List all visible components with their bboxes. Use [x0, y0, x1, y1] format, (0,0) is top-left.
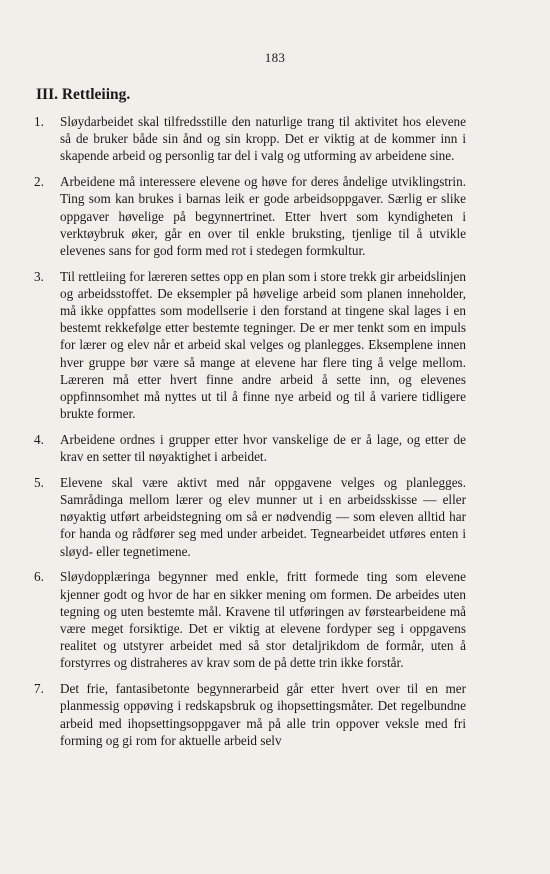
list-item [34, 173, 466, 259]
list-item [34, 113, 466, 165]
page-number: 183 [264, 50, 286, 65]
guidance-list [34, 113, 466, 757]
list-item [34, 474, 466, 560]
item-text: Arbeidene må interessere elevene og høve for deres åndelige utviklingstrin. Ting som kan brukes i barnas leik er gode arbeidsoppgaver. Særlig er slike oppgaver høvelige på begynnertrinet. Etter hvert som kyndigheten i verktøybruk øker, går en over til enkle bruksting, tjenlige til å utvikle elevenes sans for god form med rot i stedegen formkultur. [60, 174, 466, 258]
item-number: 1. [34, 114, 44, 129]
item-number: 6. [34, 569, 44, 585]
list-item [34, 568, 466, 671]
list-item [34, 431, 466, 465]
item-number: 7. [34, 681, 44, 697]
list-item [34, 680, 466, 749]
item-number: 5. [34, 474, 44, 490]
item-text: Til rettleiing for læreren settes opp en plan som i store trekk gir arbeidslinjen og arbeidsstoffet. De eksempler på høvelige arbeid som planen inneholder, må ikke oppfattes som modellserie i den forstand at tingene skal lages i en bestemt rekkefølge etter bestemte tegninger. De er mer tenkt som en impuls for lærer og elev når et arbeid skal velges og planlegges. Eksemplene innen hver gruppe bør være så mange at elevene har flere ting å velge mellom. Læreren må etter hvert finne andre arbeid å sette inn, og elevenes oppfinnsomhet må nyttes ut til å finne nye arbeid og til å variere tidligere brukte former. [60, 268, 466, 422]
list-item [34, 268, 466, 423]
item-number: 3. [34, 268, 44, 284]
item-text: Sløydarbeidet skal tilfredsstille den naturlige trang til aktivitet hos elevene så de bruker både sin ånd og sin kropp. Det er viktig at de kommer inn i skapende arbeid og personlig tar del i valg og utforming av arbeidene sine. [60, 114, 466, 164]
item-text: Elevene skal være aktivt med når oppgavene velges og planlegges. Samrådinga mellom lærer og elev munner ut i en arbeidsskisse — eller nøyaktig utført arbeidstegning om så er nødvendig — som eleven alltid har for handa og rådfører seg med under arbeidet. Tegnearbeidet utføres enten i sløyd- eller tegnetimene. [60, 474, 466, 559]
item-text: Det frie, fantasibetonte begynnerarbeid går etter hvert over til en mer planmessig oppøving i redskapsbruk og ihopsettingsmåter. Det regelbundne arbeid med ihopsettingsoppgaver må på alle trin oppover veksle med fri forming og gi rom for aktuelle arbeid selv [60, 681, 466, 748]
item-number: 4. [34, 431, 44, 447]
item-text: Sløydopplæringa begynner med enkle, fritt formede ting som elevene kjenner godt og hvor de har en sikker mening om formen. De arbeides uten tegning og uten bestemte mål. Kravene til utføringen av førstearbeidene må være meget forsiktige. Det er viktig at elevene fordyper seg i oppgavens realitet og utstyrer arbeidet med så stor detaljrikdom de formår, uten å forstyrres og distraheres av krav som de på dette trin ikke forstår. [60, 569, 466, 671]
item-number: 2. [34, 174, 44, 190]
item-text: Arbeidene ordnes i grupper etter hvor vanskelige de er å lage, og etter de krav en setter til nøyaktighet i arbeidet. [60, 431, 466, 465]
section-heading: III. Rettleiing. [36, 86, 131, 103]
